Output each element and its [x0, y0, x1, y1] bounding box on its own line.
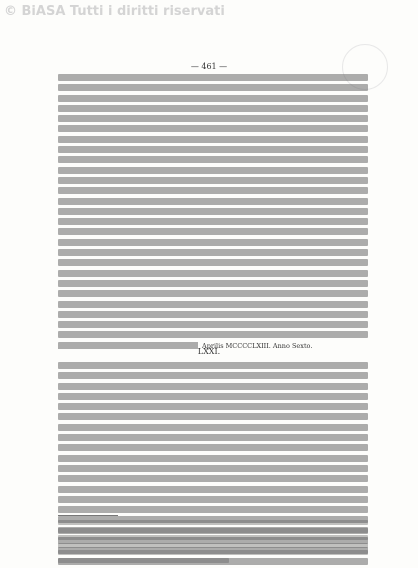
section-number: LXXI.	[197, 347, 221, 356]
date-text: Aprilis MCCCCLXIII. Anno Sexto.	[202, 341, 313, 350]
side-watermark	[378, 90, 412, 480]
footnote-rule	[58, 515, 118, 516]
main-text-block	[58, 74, 368, 353]
page-number: — 461 —	[190, 62, 228, 71]
footnotes-block	[58, 520, 368, 565]
copyright-watermark: © BiASA Tutti i diritti riservati	[4, 4, 225, 19]
